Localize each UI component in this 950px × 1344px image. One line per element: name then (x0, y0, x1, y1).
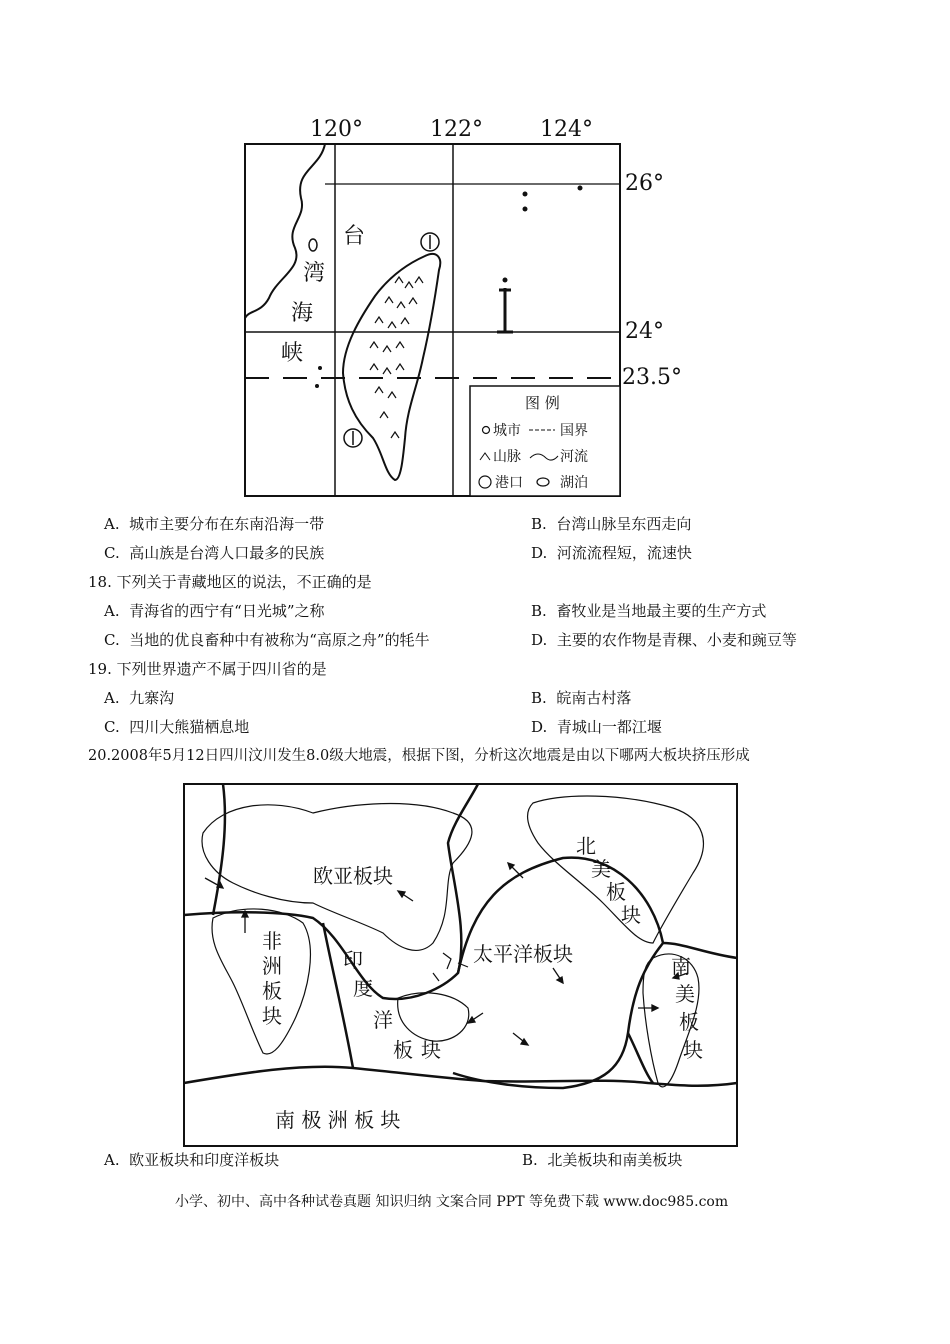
plate-label-sa-4: 块 (683, 1038, 703, 1062)
q17-option-c: C. 高山族是台湾人口最多的民族 (104, 544, 325, 562)
q19-option-d: D. 青城山一都江堰 (531, 718, 662, 736)
strait-char-3: 海 (291, 301, 314, 326)
plate-label-africa-2: 洲 (262, 954, 282, 978)
plate-label-sa-3: 板 (679, 1010, 699, 1034)
q18-option-a: A. 青海省的西宁有“日光城”之称 (104, 602, 325, 620)
lat-label-23-5: 23.5° (622, 365, 682, 390)
q20-option-b: B. 北美板块和南美板块 (522, 1151, 683, 1169)
q17-option-b: B. 台湾山脉呈东西走向 (531, 515, 692, 533)
legend-label-mountain: 山脉 (493, 449, 521, 465)
q18-option-b: B. 畜牧业是当地最主要的生产方式 (531, 602, 767, 620)
lat-label-24: 24° (625, 319, 664, 344)
plate-label-na-2: 美 (591, 857, 611, 881)
q18-option-c: C. 当地的优良畜种中有被称为“高原之舟”的牦牛 (104, 631, 430, 649)
plate-label-na-4: 块 (621, 903, 641, 927)
plate-label-antarctic: 南 极 洲 板 块 (275, 1108, 401, 1132)
q18-stem: 18. 下列关于青藏地区的说法，不正确的是 (88, 573, 372, 591)
q20-option-a: A. 欧亚板块和印度洋板块 (104, 1151, 280, 1169)
legend-box (470, 386, 620, 496)
plate-label-indian-3: 洋 (373, 1008, 393, 1032)
plate-label-africa-1: 非 (262, 929, 282, 953)
lon-label-124: 124° (540, 117, 593, 142)
q18-option-d: D. 主要的农作物是青稞、小麦和豌豆等 (531, 631, 797, 649)
legend-title: 图 例 (525, 394, 560, 412)
page-footer: 小学、初中、高中各种试卷真题 知识归纳 文案合同 PPT 等免费下载 www.doc985.com (175, 1194, 729, 1210)
q19-option-b: B. 皖南古村落 (531, 689, 632, 707)
plate-map (183, 783, 738, 1147)
plate-label-sa-1: 南 (671, 954, 691, 978)
strait-char-4: 峡 (281, 341, 304, 366)
plate-label-indian-5: 块 (421, 1038, 441, 1062)
plate-label-sa-2: 美 (675, 982, 695, 1006)
lon-label-122: 122° (430, 117, 483, 142)
strait-char-2: 湾 (303, 261, 326, 286)
taiwan-map (225, 108, 700, 498)
plate-label-pacific: 太平洋板块 (473, 942, 573, 966)
q20-stem: 20.2008年5月12日四川汶川发生8.0级大地震，根据下图，分析这次地震是由以下哪两大板块挤压形成 (88, 748, 750, 764)
plate-label-indian-4: 板 (393, 1038, 413, 1062)
plate-label-eurasia: 欧亚板块 (313, 864, 393, 888)
strait-char-1: 台 (343, 224, 366, 249)
plate-label-africa-4: 块 (262, 1004, 282, 1028)
city-symbol (309, 239, 317, 251)
legend-label-river: 河流 (560, 449, 588, 465)
plate-label-indian-1: 印 (343, 948, 363, 972)
plate-label-na-3: 板 (606, 880, 626, 904)
mountain-range (370, 277, 423, 438)
q19-option-a: A. 九寨沟 (104, 689, 175, 707)
q17-option-a: A. 城市主要分布在东南沿海一带 (104, 515, 325, 533)
legend-label-port: 港口 (495, 475, 523, 491)
marker-i (497, 288, 513, 332)
q19-stem: 19. 下列世界遗产不属于四川省的是 (88, 660, 327, 678)
legend-label-border: 国界 (560, 423, 588, 439)
lon-label-120: 120° (310, 117, 363, 142)
legend-label-city: 城市 (493, 423, 521, 439)
q19-option-c: C. 四川大熊猫栖息地 (104, 718, 250, 736)
q17-option-d: D. 河流流程短，流速快 (531, 544, 692, 562)
plate-label-africa-3: 板 (262, 979, 282, 1003)
mainland-coastline (245, 144, 325, 318)
plate-label-na-1: 北 (576, 834, 596, 858)
plate-label-indian-2: 度 (353, 976, 373, 1000)
lat-label-26: 26° (625, 171, 664, 196)
legend-label-lake: 湖泊 (560, 475, 588, 491)
